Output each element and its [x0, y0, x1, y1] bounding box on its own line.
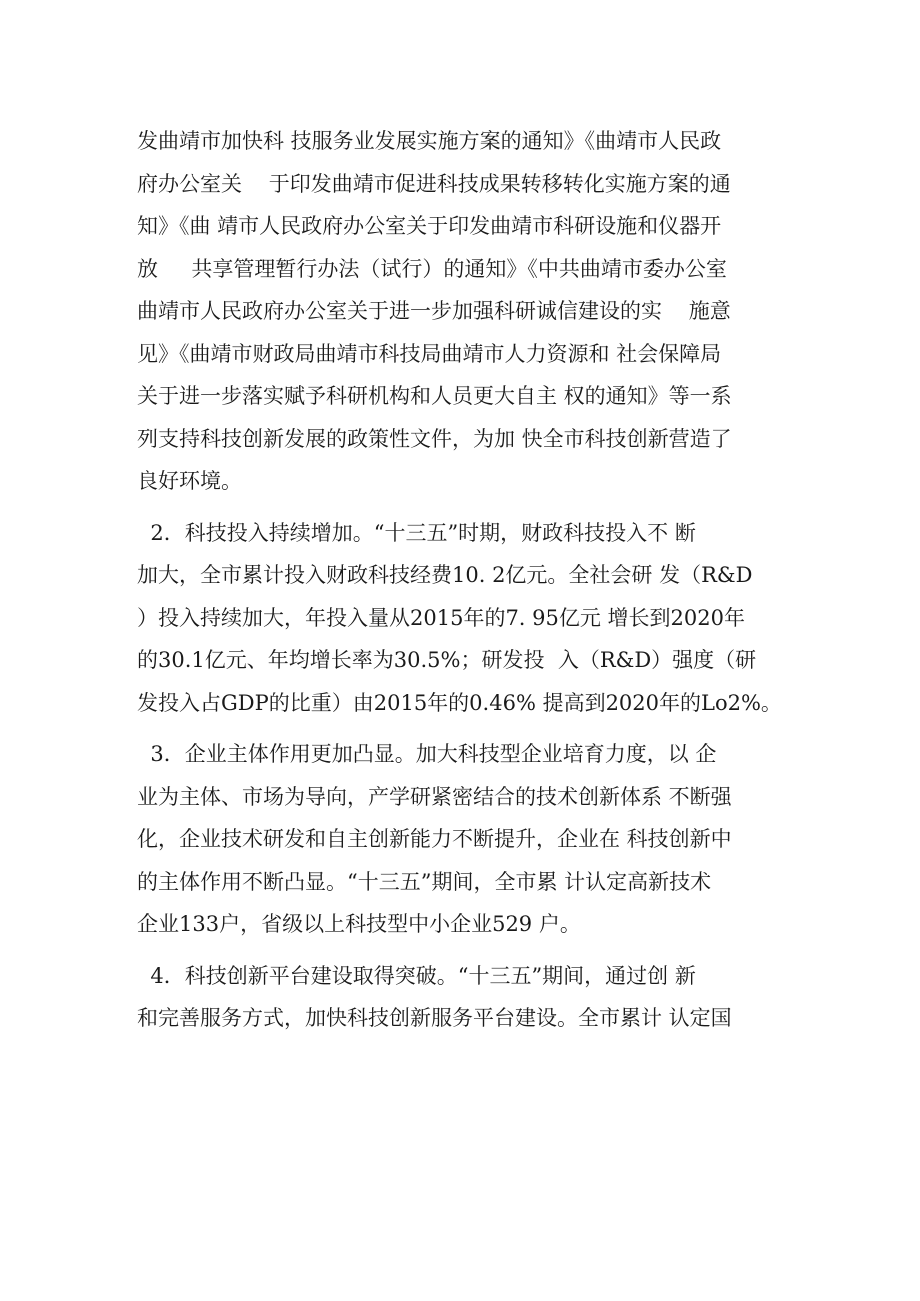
text-line: 和完善服务方式，加快科技创新服务平台建设。全市累计 认定国: [137, 1006, 732, 1030]
text-line: 曲靖市人民政府办公室关于进一步加强科研诚信建设的实 施意: [137, 299, 731, 323]
text-line: 3．企业主体作用更加凸显。加大科技型企业培育力度，以 企: [137, 742, 717, 766]
text-line: 企业133户，省级以上科技型中小企业529 户。: [137, 912, 581, 936]
text-line: 2．科技投入持续增加。“十三五”时期，财政科技投入不 断: [137, 520, 696, 545]
paragraph-gap: [137, 724, 797, 733]
text-line: ）投入持续加大，年投入量从2015年的7. 95亿元 增长到2020年: [137, 605, 745, 630]
text-line: 良好环境。: [137, 469, 242, 493]
text-line: 的30.1亿元、年均增长率为30.5%；研发投 入（R&D）强度（研: [137, 648, 757, 672]
text-line: 见》《曲靖市财政局曲靖市科技局曲靖市人力资源和 社会保障局: [137, 341, 722, 366]
text-line: 的主体作用不断凸显。“十三五”期间，全市累 计认定高新技术: [137, 869, 712, 894]
text-line: 发曲靖市加快科 技服务业发展实施方案的通知》《曲靖市人民政: [137, 129, 722, 153]
text-line: 放 共享管理暂行办法（试行）的通知》《中共曲靖市委办公室: [137, 256, 727, 281]
text-line: 化，企业技术研发和自主创新能力不断提升，企业在 科技创新中: [137, 827, 732, 851]
text-line: 关于进一步落实赋予科研机构和人员更大自主 权的通知》等一系: [137, 384, 732, 408]
paragraph-enterprise: [137, 733, 797, 946]
paragraph-gap: [137, 503, 797, 512]
text-line: 4．科技创新平台建设取得突破。“十三五”期间，通过创 新: [137, 963, 696, 988]
text-line: 业为主体、市场为导向，产学研紧密结合的技术创新体系 不断强: [137, 784, 732, 809]
text-line: 知》《曲 靖市人民政府办公室关于印发曲靖市科研设施和仪器开: [137, 214, 722, 238]
text-line: 列支持科技创新发展的政策性文件，为加 快全市科技创新营造了: [137, 426, 732, 451]
paragraph-policy-documents: [137, 120, 797, 503]
paragraph-platform: [137, 955, 797, 1040]
document-body: [137, 120, 797, 1040]
text-line: 府办公室关 于印发曲靖市促进科技成果转移转化实施方案的通: [137, 171, 731, 196]
paragraph-investment: [137, 512, 797, 725]
paragraph-gap: [137, 946, 797, 955]
text-line: 加大，全市累计投入财政科技经费10. 2亿元。全社会研 发（R&D: [137, 563, 753, 587]
text-line: 发投入占GDP的比重）由2015年的0.46% 提高到2020年的Lo2%。: [137, 690, 782, 715]
